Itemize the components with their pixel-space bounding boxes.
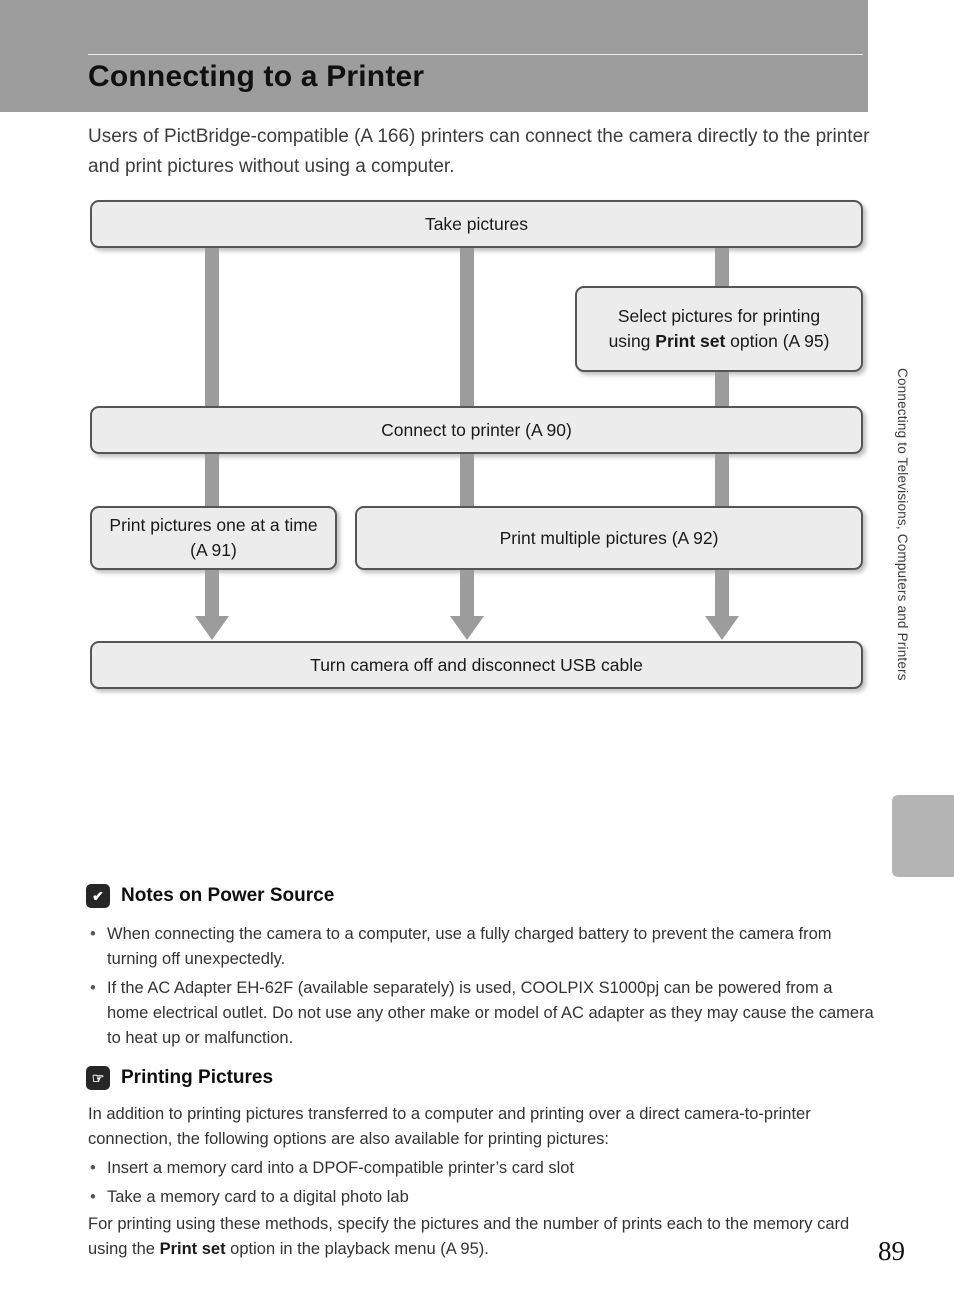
flow-box-select-pictures <box>575 286 863 372</box>
footer-pre-text: For printing using these methods, specify the pictures and the number of prints each to the memory card using the <box>88 1215 850 1258</box>
flow-connector-right-2 <box>715 372 729 406</box>
notes-heading-label: Notes on Power Source <box>121 885 335 906</box>
select-pictures-line1: Select pictures for printing <box>617 306 821 326</box>
flow-connector-left-3 <box>205 570 219 618</box>
intro-paragraph: Users of PictBridge-compatible (A 166) printers can connect the camera directly to the printer and print pictures without using a computer. <box>88 126 870 177</box>
flow-connector-right-1 <box>715 248 729 286</box>
down-arrow-icon <box>705 616 739 640</box>
chapter-sidebar-label: Connecting to Televisions, Computers and Printers <box>895 368 910 681</box>
list-item: • Take a memory card to a digital photo lab <box>88 1185 874 1210</box>
flow-connector-mid-3 <box>460 570 474 618</box>
page-header <box>0 0 868 112</box>
page-number: 89 <box>878 1236 905 1266</box>
flow-box-print-multiple: Print multiple pictures (A 92) <box>355 506 863 570</box>
list-item: • If the AC Adapter EH-62F (available separately) is used, COOLPIX S1000pj can be powered from a home electrical outlet. Do not use any other make or model of AC adapter as they may cause the camera to heat up or malfunction. <box>88 976 874 1051</box>
select-pre-text: using <box>608 331 656 351</box>
printing-footer-paragraph <box>88 1212 878 1262</box>
note-check-icon: ✔ <box>86 884 110 908</box>
pointing-hand-icon: ☞ <box>86 1066 110 1090</box>
down-arrow-icon <box>195 616 229 640</box>
flow-box-connect-printer: Connect to printer (A 90) <box>90 406 863 454</box>
select-post-text: option (A 95) <box>725 331 830 351</box>
chapter-sidebar-tab <box>892 795 954 877</box>
flow-box-turn-off: Turn camera off and disconnect USB cable <box>90 641 863 689</box>
printing-bullet-list <box>88 1156 874 1214</box>
flow-connector-left-2 <box>205 454 219 506</box>
header-rule <box>88 54 863 55</box>
notes-section-heading <box>86 884 334 908</box>
select-pictures-line2 <box>609 329 830 354</box>
flow-connector-right-3 <box>715 454 729 506</box>
flow-box-print-one: Print pictures one at a time (A 91) <box>90 506 337 570</box>
flow-box-take-pictures: Take pictures <box>90 200 863 248</box>
print-set-bold-label: Print set <box>655 331 726 351</box>
page-title: Connecting to a Printer <box>88 60 425 93</box>
notes-bullet-list <box>88 922 874 1055</box>
footer-post-text: option in the playback menu (A 95). <box>225 1240 489 1258</box>
flow-connector-left-1 <box>205 248 219 406</box>
print-set-bold-label: Print set <box>159 1240 226 1258</box>
list-item: • When connecting the camera to a computer, use a fully charged battery to prevent the camera from turning off unexpectedly. <box>88 922 874 972</box>
list-item: • Insert a memory card into a DPOF-compatible printer’s card slot <box>88 1156 874 1181</box>
flow-connector-mid-1 <box>460 248 474 406</box>
printing-heading-label: Printing Pictures <box>121 1067 274 1088</box>
printing-section-heading <box>86 1066 273 1090</box>
flow-connector-right-4 <box>715 570 729 618</box>
flow-connector-mid-2 <box>460 454 474 506</box>
printing-paragraph: In addition to printing pictures transferred to a computer and printing over a direct camera-to-printer connection, the following options are also available for printing pictures: <box>88 1105 811 1148</box>
down-arrow-icon <box>450 616 484 640</box>
